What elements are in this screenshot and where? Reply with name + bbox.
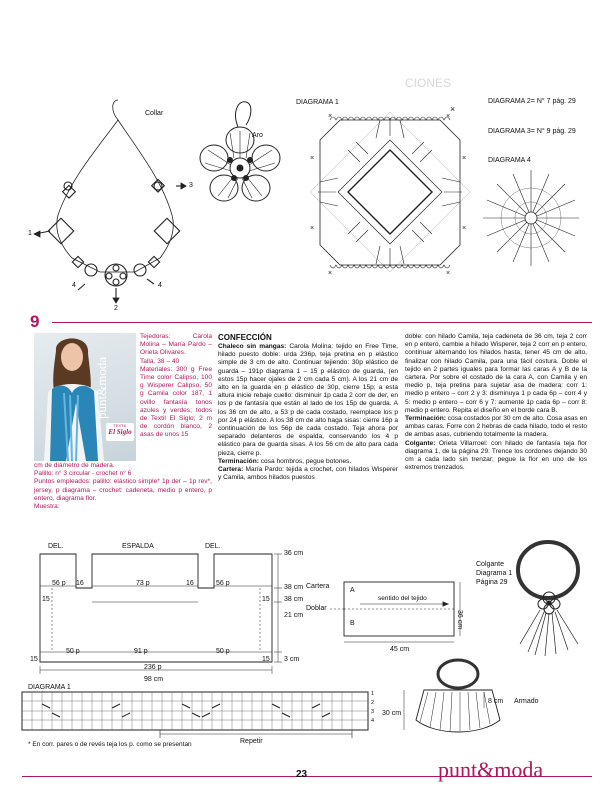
row-number: 2 <box>371 700 375 706</box>
pendant-diagram <box>518 542 578 656</box>
bottom-stitch-chart <box>22 692 368 738</box>
paragraph-lead: Cartera: <box>218 466 244 474</box>
edge-15-left: 15 <box>30 656 38 663</box>
chart-title: DIAGRAMA 1 <box>28 684 71 691</box>
diagram-2-reference: DIAGRAMA 2= N° 7 pág. 29 <box>488 98 576 105</box>
credit-line: Puntos empleados: palillo: elástico simple* 1p der – 1p rev*, jersey, p diagrama – crochet: cadeneta, medio p entero, p entero, diagrama flor. <box>34 478 212 502</box>
diagram-1-chart <box>310 104 470 277</box>
diagram-1-title: DIAGRAMA 1 <box>296 99 339 106</box>
side-a: A <box>350 587 355 594</box>
section-rule <box>52 322 592 323</box>
row-number: 1 <box>371 691 375 697</box>
earring-diagram <box>200 102 280 201</box>
front-left-label: DEL. <box>48 543 64 550</box>
minus-16-left: 16 <box>76 580 84 587</box>
credits-block <box>140 333 212 440</box>
pendant-page-ref: Página 29 <box>476 579 508 586</box>
paragraph <box>218 343 398 458</box>
el-siglo-logo <box>106 423 134 441</box>
photo-brand-mark: punt&moda <box>94 356 109 419</box>
row-number: 3 <box>371 709 375 715</box>
diagram-4-chart <box>483 170 579 266</box>
top-diagrams <box>0 0 610 310</box>
diagram-4-title: DIAGRAMA 4 <box>488 157 531 164</box>
credit-line: Talla. 38 – 40 <box>140 357 180 365</box>
paragraph <box>405 440 587 473</box>
credit-line: Tejedoras: Carola Molina – María Pardo – Orieta Olivares. <box>140 333 212 357</box>
fold-label: Doblar <box>306 605 327 612</box>
height-3: 3 cm <box>284 656 300 663</box>
earring-label: Aro <box>252 132 263 139</box>
credit-line: cm de diámetro de madera. <box>34 462 115 469</box>
knit-direction: sentido del tejido <box>378 595 427 602</box>
paragraph <box>218 458 398 466</box>
svg-text:×: × <box>446 113 451 120</box>
height-36: 36 cm <box>284 550 304 557</box>
total-236: 236 p <box>144 664 162 671</box>
bag-height: 36 cm <box>456 610 463 630</box>
height-38a: 38 cm <box>284 584 304 591</box>
necklace-diagram <box>40 100 186 302</box>
logo-text: El Siglo <box>108 428 132 436</box>
marker-4-right: 4 <box>158 282 162 289</box>
paragraph-text: cosa hombros, pegue botones. <box>258 457 352 465</box>
svg-text:×: × <box>446 270 451 277</box>
background-heading-fragment: CIONES <box>405 76 452 90</box>
bottom-diagrams <box>0 540 610 760</box>
vest-pattern <box>40 554 282 674</box>
marker-3: 3 <box>189 182 193 189</box>
back-label: ESPALDA <box>122 543 154 550</box>
page-number: 23 <box>296 769 308 780</box>
height-21: 21 cm <box>284 612 304 619</box>
stitches-50-right: 50 p <box>216 648 230 655</box>
marker-1: 1 <box>28 230 32 237</box>
guard-15-right: 15 <box>262 596 270 603</box>
stitches-91: 91 p <box>134 648 148 655</box>
credit-line: Muestra: <box>34 503 60 511</box>
logo-small-text: TEXTIL <box>113 423 127 428</box>
svg-text:×: × <box>310 155 315 162</box>
instructions-column-1 <box>218 333 398 482</box>
row-number: 4 <box>371 718 375 724</box>
svg-text:×: × <box>328 113 333 120</box>
assembled-label: Armado <box>514 698 539 705</box>
section-number: 9 <box>30 312 40 331</box>
marker-4-left: 4 <box>72 282 76 289</box>
stitches-56-left: 56 p <box>52 580 66 587</box>
repeat-label: Repetir <box>240 738 263 745</box>
stitches-50-left: 50 p <box>66 648 80 655</box>
necklace-label: Collar <box>145 110 164 117</box>
stitches-73: 73 p <box>136 580 150 587</box>
paragraph <box>218 466 398 482</box>
bag-width: 45 cm <box>390 646 410 653</box>
stitches-56-right: 56 p <box>216 580 230 587</box>
model-photo <box>34 333 136 461</box>
height-30cm: 30 cm <box>382 710 402 717</box>
model-illustration <box>34 333 136 461</box>
side-b: B <box>350 620 355 627</box>
paragraph <box>405 333 587 415</box>
pendant-diagram-ref: Diagrama 1 <box>476 570 513 577</box>
svg-text:×: × <box>462 155 467 162</box>
paragraph-text: María Pardo: tejida a crochet, con hilados Wisperer y Camila, ambos hilados puestos <box>218 466 398 482</box>
paragraph-lead: Chaleco sin mangas: <box>218 343 287 350</box>
height-38b: 38 cm <box>284 596 304 603</box>
credit-line: Palillo: n° 3 circular - crochet n° 6 <box>34 470 132 478</box>
confeccion-heading: CONFECCIÓN <box>218 333 272 342</box>
assembled-bag <box>404 660 500 732</box>
edge-15-right: 15 <box>262 656 270 663</box>
front-right-label: DEL. <box>205 543 221 550</box>
bag-title: Cartera <box>306 583 330 590</box>
paragraph-lead: Colgante: <box>405 439 436 447</box>
paragraph-text: Orieta Villarroel: con hilado de fantasía teja flor diagrama 1, de la página 29. Trence los cordones dejando 30 cm a cada lado sin trenzar; pegue la flor en uno de los extremos trenzados. <box>405 439 587 472</box>
paragraph-text: Carola Molina: tejido en Free Time, hilado puesto doble: urda 236p, teja pretina en p elástico simple de 3 cm de alto. Continuar tejiendo: 30p elástico de guarda – 191p diagrama 1 – 15 p elástico de guarda, (en estos 15p hacer ojales de 2 cm cada 5 cm). A los 21 cm de alto en la guarda en p elástico de 30p, cierre 15p; a esta altura inicie rebaje cuello: disminuir 1p cada 2 corr de der, en los p de fantasía que están al lado de los 15p de guarda. A los 36 cm de alto, a 53 p de cada costado, reemplace los p por 24 p elástico. A los 38 cm de alto haga sisas: cierre 16p a continuación de los 56p de cada costado. Teja ahora por separado delanteros de espalda, conservando los 4 p elástico para de guarda sisas. A los 56 cm de alto para cada pieza, cierre p. <box>218 343 398 457</box>
height-8cm: 8 cm <box>488 698 504 705</box>
chart-footnote: * En corr. pares o de revés teja los p. como se presentan <box>28 741 192 748</box>
guard-15-left: 15 <box>42 596 50 603</box>
svg-text:×: × <box>328 270 333 277</box>
svg-text:×: × <box>310 225 315 232</box>
paragraph-text: doble: con hilado Camila, teja cadeneta de 36 cm, teja 2 corr en p entero, cambie a hilado Wisperer, teja 2 corr en p entero, continuar alternando los hilados hasta, tener 45 cm de alto, finalizar con hilado Camila, para una fácil costura. Doble el tejido en 2 partes iguales para formar las caras A y B de la cartera. Por sobre el costado de la cara A, con Camila y en medio p, teja pretina para sujetar asa de madera: corr 1: medio p entero – corr 2 y 3: disminuya 1 p cada 6p – corr 4 y 5: medio p entero – corr 6 y 7: aumente 1p cada 6p – corr 8: medio p entero. Repita el diseño en el borde cara B. <box>405 333 587 414</box>
credit-line: Materiales: 300 g Free Time color Calipso, 100 g Wisperer Calipso, 50 g Camila color 187, 1 ovillo fantasía tonos azules y verdes; todos de Textil El Siglo; 2 m de cordón blanco, 2 asas de unos 15 <box>140 365 212 439</box>
paragraph-text: cosa costados por 30 cm de alto. Cosa asas en ambas caras. Forre con 2 hebras de cada hilado, todo el resto de ambas asas, cubriendo totalmente la madera. <box>405 415 587 439</box>
paragraph-lead: Terminación: <box>405 415 446 423</box>
instructions-column-2 <box>405 333 587 472</box>
credits-continued <box>34 462 212 511</box>
total-98cm: 98 cm <box>144 676 164 683</box>
minus-16-right: 16 <box>186 580 194 587</box>
diagram-3-reference: DIAGRAMA 3= N° 9 pág. 29 <box>488 128 576 135</box>
magazine-brand: punt&moda <box>438 757 544 782</box>
marker-2: 2 <box>114 305 118 312</box>
svg-text:×: × <box>450 104 456 114</box>
paragraph <box>405 415 587 440</box>
svg-text:×: × <box>462 225 467 232</box>
paragraph-lead: Terminación: <box>218 457 259 465</box>
pendant-title: Colgante <box>476 561 505 568</box>
